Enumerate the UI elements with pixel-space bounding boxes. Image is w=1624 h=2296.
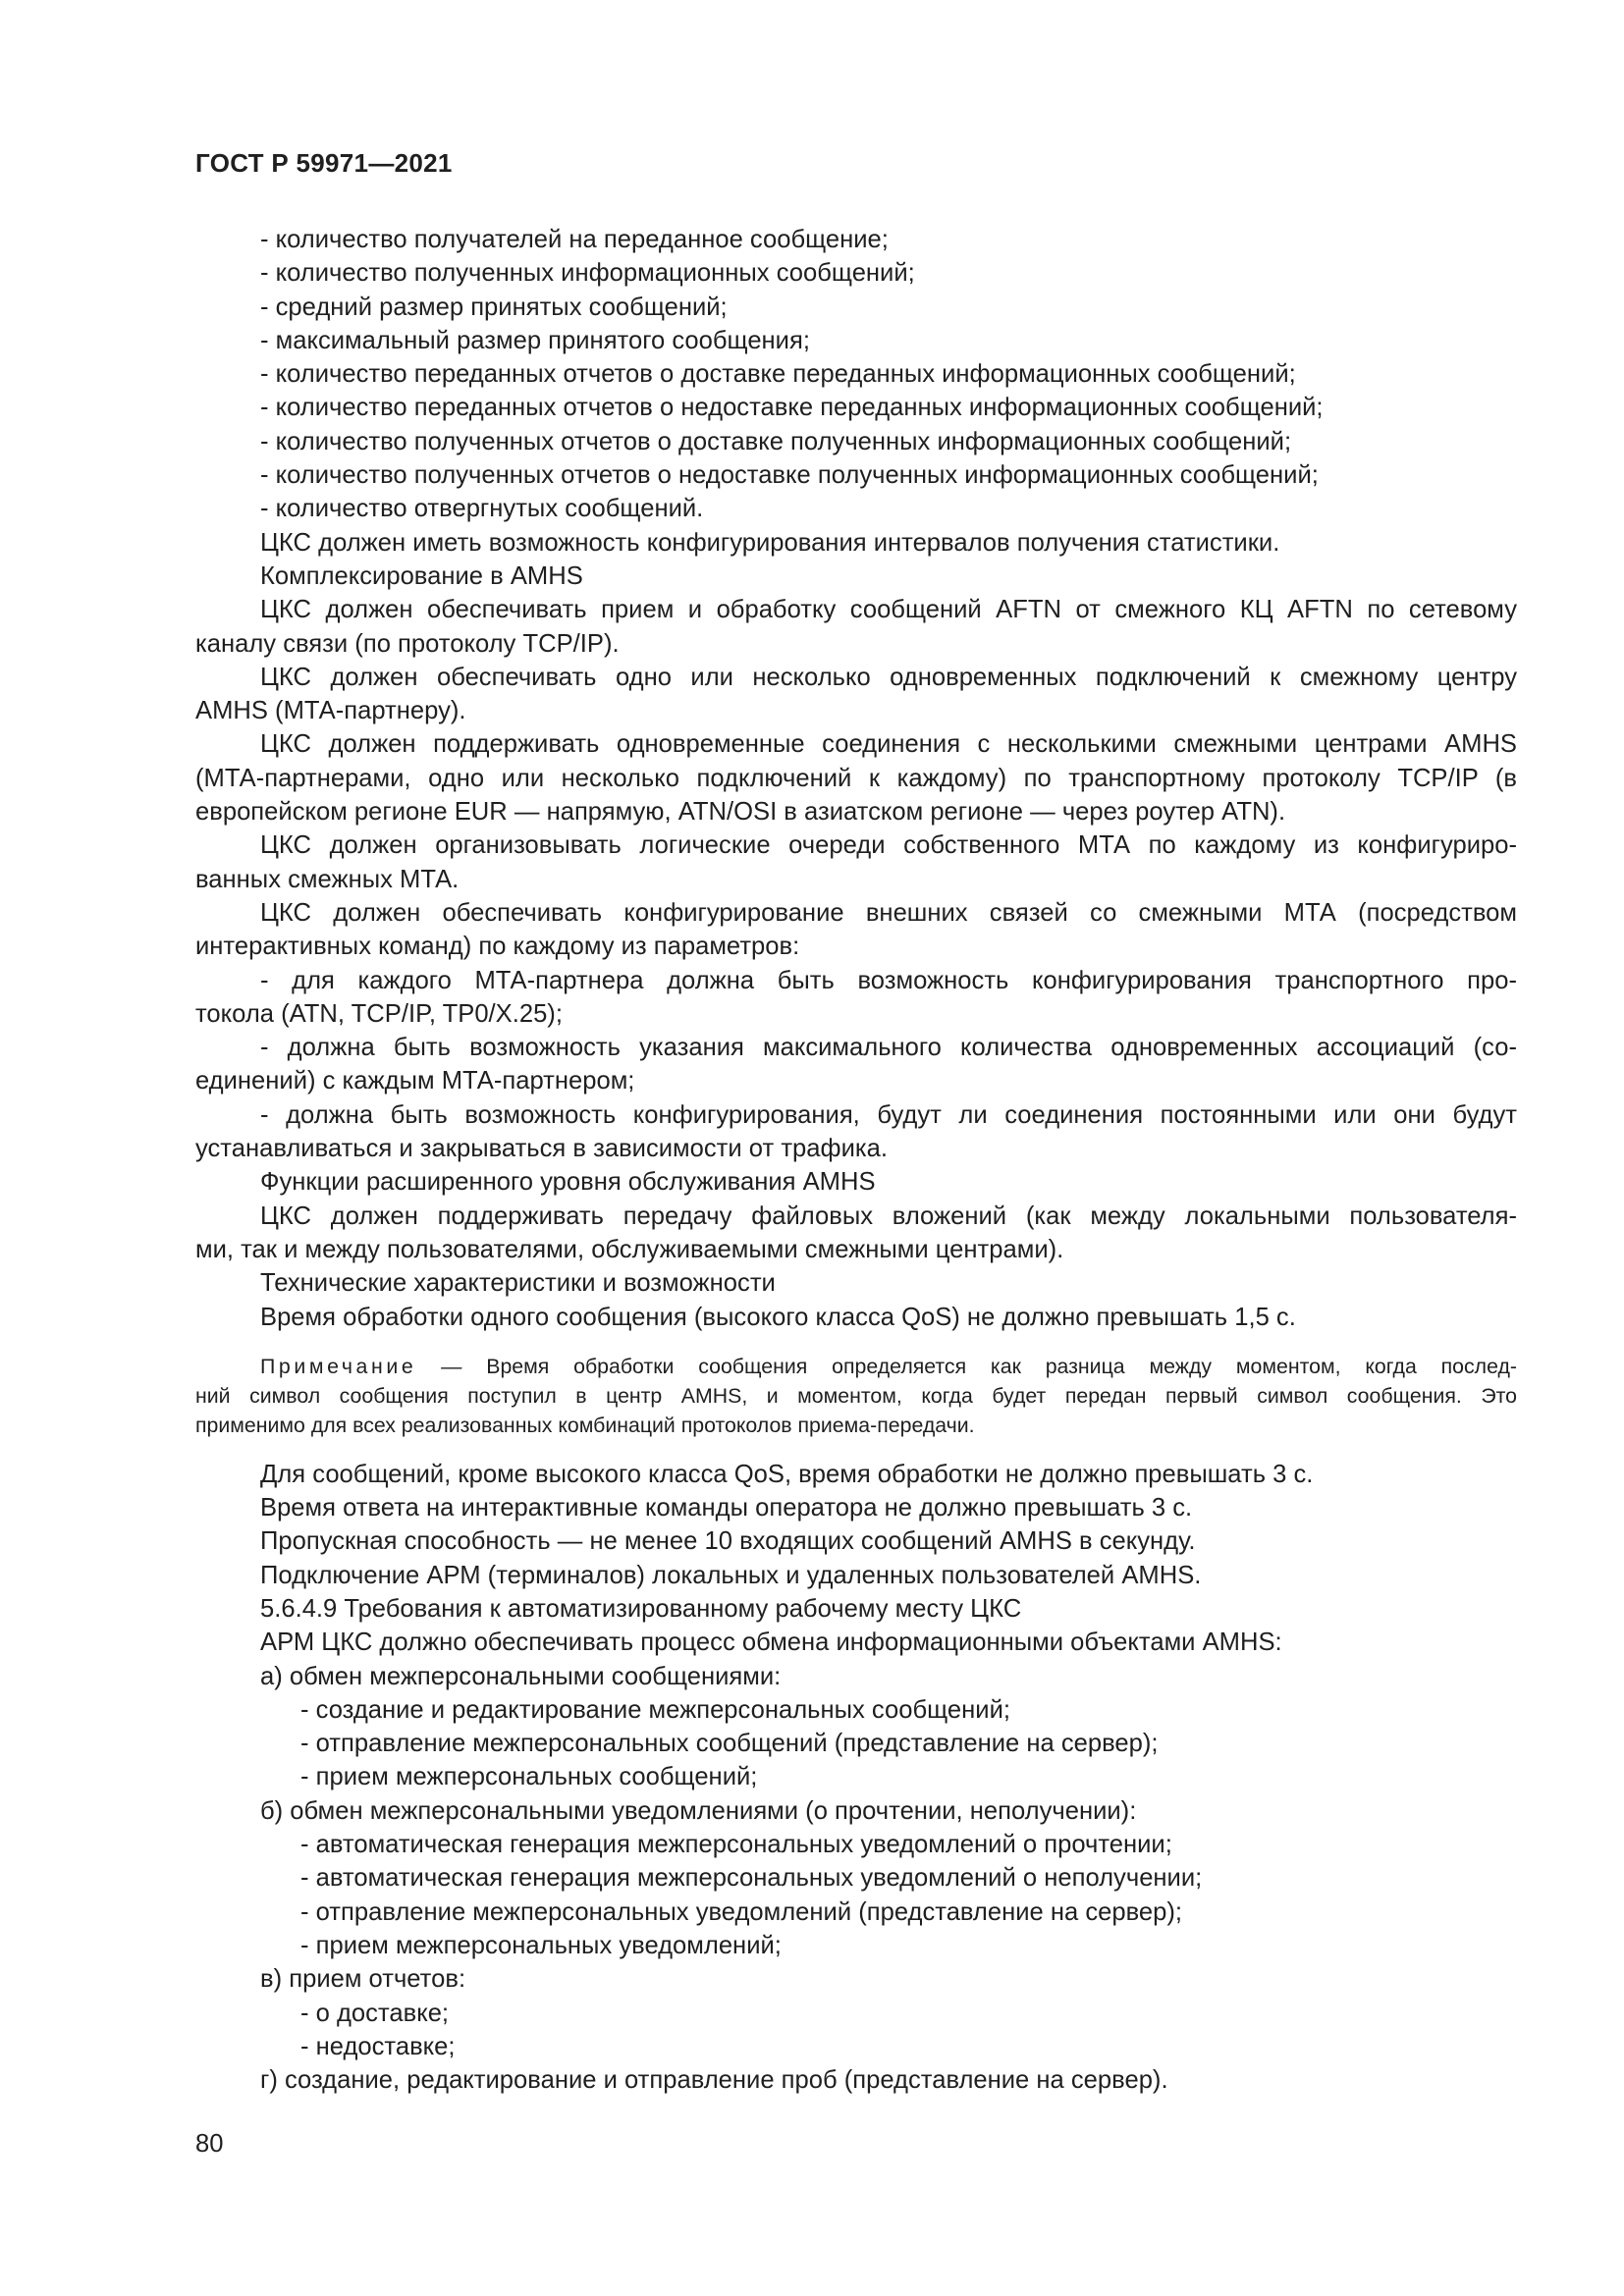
sub-list-item: - прием межперсональных уведомлений;: [300, 1931, 782, 1959]
section-heading: 5.6.4.9 Требования к автоматизированному рабочему месту ЦКС: [260, 1594, 1022, 1623]
paragraph-line: ми, так и между пользователями, обслуживаемыми смежными центрами).: [195, 1235, 1064, 1263]
section-heading: Функции расширенного уровня обслуживания AMHS: [260, 1168, 876, 1197]
paragraph-line: ЦКС должен обеспечивать прием и обработку сообщений AFTN от смежного КЦ AFTN по сетевому: [260, 596, 1517, 624]
list-item-continuation: единений) с каждым МТА-партнером;: [195, 1067, 635, 1095]
sub-list-item: - о доставке;: [300, 1999, 450, 2027]
list-item: - количество отвергнутых сообщений.: [260, 495, 704, 523]
list-item: в) прием отчетов:: [260, 1965, 466, 1994]
section-heading: Технические характеристики и возможности: [260, 1269, 776, 1298]
list-item: - количество переданных отчетов о недоставке переданных информационных сообщений;: [260, 394, 1324, 422]
list-item: - количество полученных отчетов о доставке полученных информационных сообщений;: [260, 427, 1292, 455]
note-line: применимо для всех реализованных комбинаций протоколов приема-передачи.: [195, 1413, 975, 1437]
paragraph-line: европейском регионе EUR — напрямую, ATN/OSI в азиатском регионе — через роутер ATN).: [195, 798, 1286, 827]
sub-list-item: - автоматическая генерация межперсональных уведомлений о прочтении;: [300, 1831, 1172, 1859]
list-item: а) обмен межперсональными сообщениями:: [260, 1662, 782, 1690]
document-body: [195, 223, 1517, 2097]
paragraph-line: Пропускная способность — не менее 10 входящих сообщений AMHS в секунду.: [260, 1527, 1196, 1556]
page-number: 80: [195, 2130, 224, 2158]
note-line: ний символ сообщения поступил в центр AMHS, и моментом, когда будет передан первый символ сообщения. Это: [195, 1383, 1517, 1408]
list-item: - максимальный размер принятого сообщения;: [260, 326, 810, 354]
paragraph-line: ЦКС должен иметь возможность конфигурирования интервалов получения статистики.: [260, 528, 1280, 557]
list-item: - количество полученных отчетов о недоставке полученных информационных сообщений;: [260, 461, 1319, 490]
paragraph-line: Подключение АРМ (терминалов) локальных и удаленных пользователей AMHS.: [260, 1561, 1202, 1589]
paragraph-line: Время ответа на интерактивные команды оператора не должно превышать 3 с.: [260, 1494, 1193, 1522]
paragraph-line: ЦКС должен организовывать логические очереди собственного МТА по каждому из конфигуриро-: [260, 831, 1517, 860]
section-heading: Комплексирование в AMHS: [260, 561, 583, 590]
list-item: - средний размер принятых сообщений;: [260, 293, 728, 321]
paragraph-line: (МТА-партнерами, одно или несколько подключений к каждому) по транспортному протоколу TCP/IP (в: [195, 764, 1517, 792]
sub-list-item: - прием межперсональных сообщений;: [300, 1763, 758, 1791]
paragraph-line: АРМ ЦКС должно обеспечивать процесс обмена информационными объектами AMHS:: [260, 1629, 1282, 1657]
document-header: ГОСТ Р 59971—2021: [195, 148, 453, 178]
sub-list-item: - автоматическая генерация межперсональных уведомлений о неполучении;: [300, 1864, 1203, 1893]
list-item-continuation: устанавливаться и закрываться в зависимости от трафика.: [195, 1135, 888, 1163]
list-item: - количество переданных отчетов о доставке переданных информационных сообщений;: [260, 360, 1296, 389]
list-item: г) создание, редактирование и отправление проб (представление на сервер).: [260, 2066, 1168, 2095]
list-item: - должна быть возможность указания максимального количества одновременных ассоциаций (со-: [260, 1034, 1517, 1062]
note-line: [195, 1352, 1517, 1381]
list-item: - для каждого МТА-партнера должна быть возможность конфигурирования транспортного про-: [260, 966, 1517, 994]
list-item: - количество получателей на переданное сообщение;: [260, 226, 889, 253]
sub-list-item: - создание и редактирование межперсональных сообщений;: [300, 1695, 1010, 1724]
paragraph-line: ЦКС должен обеспечивать одно или несколько одновременных подключений к смежному центру: [260, 663, 1517, 691]
paragraph-line: Время обработки одного сообщения (высокого класса QoS) не должно превышать 1,5 с.: [260, 1303, 1296, 1331]
note-label: Примечание: [260, 1354, 417, 1378]
sub-list-item: - отправление межперсональных сообщений (представление на сервер);: [300, 1730, 1159, 1758]
sub-list-item: - недоставке;: [300, 2032, 456, 2060]
sub-list-item: - отправление межперсональных уведомлений (представление на сервер);: [300, 1897, 1183, 1926]
list-item: - должна быть возможность конфигурирования, будут ли соединения постоянными или они будут: [260, 1100, 1517, 1129]
list-item: б) обмен межперсональными уведомлениями (о прочтении, неполучении):: [260, 1796, 1137, 1825]
paragraph-line: ванных смежных МТА.: [195, 865, 460, 893]
note-block: [195, 1352, 1517, 1440]
paragraph-line: ЦКС должен поддерживать передачу файловых вложений (как между локальными пользователя-: [260, 1201, 1517, 1230]
paragraph-line: AMHS (МТА-партнеру).: [195, 697, 466, 725]
paragraph-line: Для сообщений, кроме высокого класса QoS, время обработки не должно превышать 3 с.: [260, 1460, 1314, 1488]
list-item-continuation: токола (ATN, TCP/IP, TP0/X.25);: [195, 999, 563, 1028]
list-item: - количество полученных информационных сообщений;: [260, 259, 915, 288]
note-text: — Время обработки сообщения определяется как разница между моментом, когда послед-: [416, 1354, 1517, 1378]
paragraph-line: ЦКС должен поддерживать одновременные соединения с несколькими смежными центрами AMHS: [260, 730, 1517, 759]
paragraph-line: каналу связи (по протоколу TCP/IP).: [195, 629, 620, 658]
paragraph-line: интерактивных команд) по каждому из параметров:: [195, 933, 800, 961]
paragraph-line: ЦКС должен обеспечивать конфигурирование внешних связей со смежными МТА (посредством: [260, 898, 1517, 927]
